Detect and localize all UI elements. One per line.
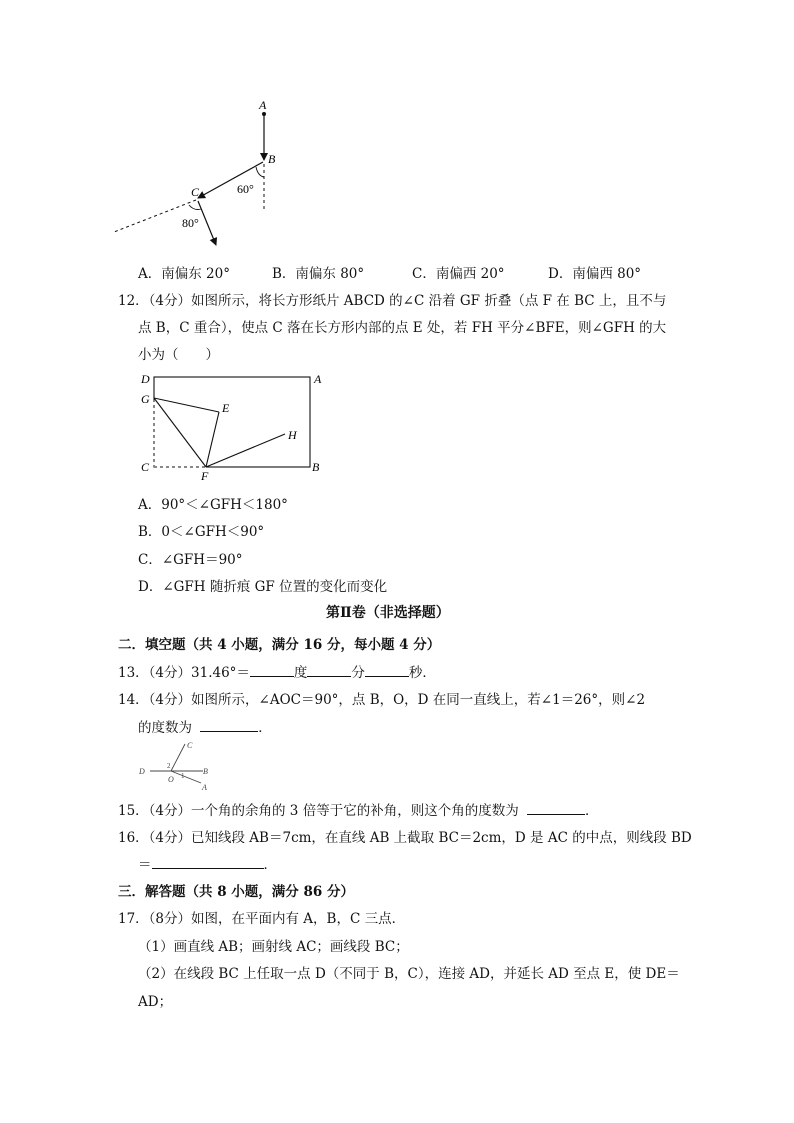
q14-answer-blank[interactable] [200, 717, 258, 732]
ray-from-c [198, 201, 216, 245]
label-b: B [312, 460, 320, 474]
rectangle-abcd-top-right [154, 377, 310, 467]
ray-oa [171, 771, 201, 783]
section3-heading: 三．解答题（共 8 小题，满分 86 分） [118, 884, 354, 900]
q17-stem-line1: 17．（8分）如图，在平面内有 A，B，C 三点． [118, 911, 406, 927]
segment-fh [206, 434, 285, 467]
q16-stem-line1: 16．（4分）已知线段 AB＝7cm，在直线 AB 上截取 BC＝2cm，D 是 AC 的中点，则线段 BD [118, 830, 692, 846]
label-f: F [201, 469, 209, 482]
q11-option-d[interactable]: D．南偏西 80° [548, 266, 642, 282]
q11-option-b[interactable]: B．南偏东 80° [272, 266, 365, 282]
q12-figure [136, 366, 336, 482]
q12-option-b[interactable]: B．0＜∠GFH＜90° [138, 524, 265, 540]
arc-angle-c [189, 205, 201, 210]
q15 [118, 799, 599, 819]
q12-option-a[interactable]: A．90°＜∠GFH＜180° [138, 497, 288, 513]
arc-angle-b [256, 167, 264, 177]
q12-stem-line1: 12．（4分）如图所示，将长方形纸片 ABCD 的∠C 沿着 GF 折叠（点 F 在 BC 上，且不与 [118, 293, 667, 309]
q13-unit-deg: 度 [293, 665, 308, 681]
q13-unit-sec: 秒． [408, 665, 436, 681]
label-angle-c: 80° [182, 216, 199, 230]
q14-line2-prefix: 的度数为 [138, 720, 192, 736]
q13-blank-deg[interactable] [250, 662, 294, 677]
q16-line2-suffix: ． [263, 857, 277, 873]
label-b: B [268, 152, 276, 166]
label-a: A [259, 98, 267, 112]
label-c: C [187, 741, 193, 750]
label-d: D [139, 767, 145, 776]
section2-heading: 二．填空题（共 4 小题，满分 16 分，每小题 4 分） [118, 637, 441, 653]
q12-stem-line2: 点 B，C 重合），使点 C 落在长方形内部的点 E 处，若 FH 平分∠BFE，则∠GFH 的大 [138, 320, 667, 336]
label-angle-2: 2 [167, 762, 171, 770]
label-g: G [141, 392, 150, 406]
q15-suffix: ． [585, 803, 599, 819]
segment-ef [206, 412, 219, 467]
label-o: O [168, 775, 174, 784]
q14-line2-suffix: ． [258, 720, 272, 736]
segment-ge [154, 398, 219, 412]
label-d: D [141, 372, 150, 386]
q13-blank-sec[interactable] [365, 662, 409, 677]
q13-unit-min: 分 [351, 665, 365, 681]
q14-stem-line1: 14．（4分）如图所示，∠AOC＝90°，点 B，O，D 在同一直线上，若∠1＝26°，则∠2 [118, 692, 646, 708]
q17-stem-line3: （2）在线段 BC 上任取一点 D（不同于 B，C），连接 AD，并延长 AD 至点 E，使 DE＝ [138, 966, 680, 982]
q12-option-c[interactable]: C．∠GFH＝90° [138, 552, 243, 568]
label-angle-1: 1 [181, 772, 185, 780]
q12-option-d[interactable]: D．∠GFH 随折痕 GF 位置的变化而变化 [138, 579, 388, 595]
label-angle-b: 60° [237, 182, 254, 196]
q13-blank-min[interactable] [307, 662, 351, 677]
q16-answer-blank[interactable] [152, 854, 264, 869]
q13-prefix: 13．（4分）31.46°＝ [118, 665, 250, 681]
part2-title: 第Ⅱ卷（非选择题） [326, 605, 450, 621]
q17-stem-line2: （1）画直线 AB；画射线 AC；画线段 BC； [138, 939, 409, 955]
label-c: C [141, 460, 150, 474]
q12-stem-line3: 小为（ ） [138, 347, 219, 363]
q17-stem-line4: AD； [138, 994, 173, 1010]
q11-option-a[interactable]: A．南偏东 20° [138, 266, 230, 282]
label-c: C [191, 185, 200, 199]
q14-figure [136, 738, 216, 794]
q14-stem-line2 [138, 716, 272, 736]
q16-line2-prefix: ＝ [138, 857, 152, 873]
label-b: B [203, 767, 208, 776]
ray-oc [171, 744, 185, 771]
q11-figure [110, 96, 290, 256]
label-a: A [202, 783, 207, 792]
label-h: H [288, 428, 297, 442]
q13 [118, 661, 436, 681]
segment-gf [154, 398, 206, 467]
label-a: A [314, 372, 322, 386]
q16-stem-line2 [138, 853, 277, 873]
label-e: E [222, 401, 230, 415]
q15-answer-blank[interactable] [527, 800, 585, 815]
q11-option-c[interactable]: C．南偏西 20° [412, 266, 505, 282]
q15-text: 15．（4分）一个角的余角的 3 倍等于它的补角，则这个角的度数为 [118, 803, 519, 819]
